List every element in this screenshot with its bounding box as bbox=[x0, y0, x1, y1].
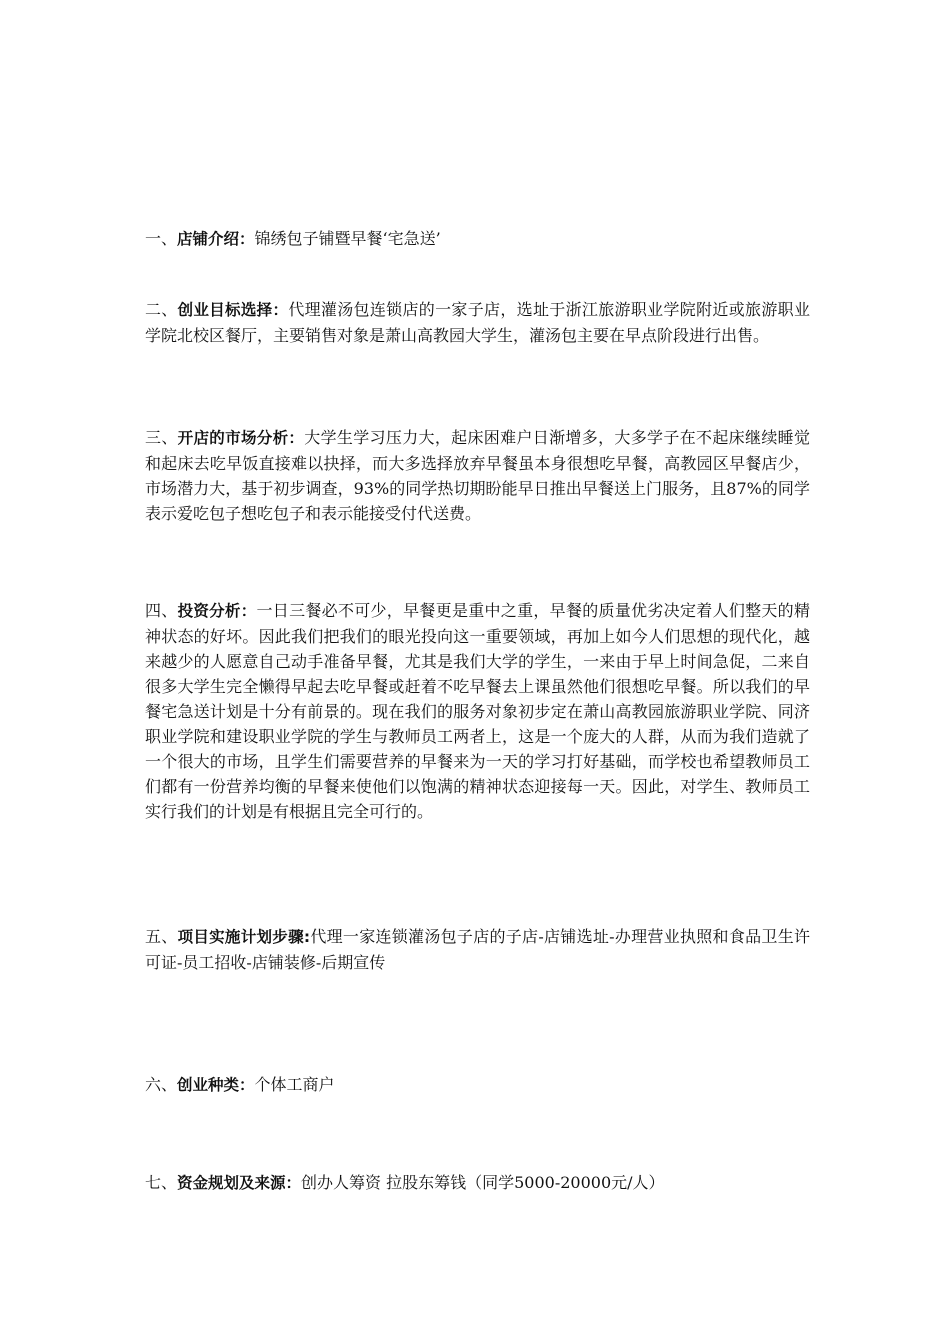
section-business-type bbox=[145, 1072, 810, 1098]
section-body: 大学生学习压力大，起床困难户日渐增多，大多学子在不起床继续睡觉和起床去吃早饭直接难以抉择，而大多选择放弃早餐虽本身很想吃早餐，高教园区早餐店少，市场潜力大，基于初步调查，93%的同学热切期盼能早日推出早餐送上门服务，且87%的同学表示爱吃包子想吃包子和表示能接受付代送费。 bbox=[145, 428, 810, 523]
section-body: 锦绣包子铺暨早餐‘宅急送’ bbox=[254, 229, 441, 248]
section-shop-intro bbox=[145, 226, 810, 252]
section-heading: 资金规划及来源： bbox=[177, 1174, 302, 1192]
section-body: 个体工商户 bbox=[254, 1075, 335, 1094]
section-number: 六、 bbox=[145, 1075, 178, 1094]
section-body: 创办人筹资 拉股东筹钱（同学5000-20000元/人） bbox=[301, 1173, 665, 1192]
section-business-goal bbox=[145, 297, 810, 348]
section-body: 代理一家连锁灌汤包子店的子店-店铺选址-办理营业执照和食品卫生许可证-员工招收-店铺装修-后期宣传 bbox=[145, 927, 810, 972]
section-heading: 创业种类： bbox=[177, 1076, 255, 1094]
section-heading: 项目实施计划步骤: bbox=[177, 928, 311, 946]
section-implementation-steps bbox=[145, 924, 810, 975]
section-number: 七、 bbox=[145, 1173, 178, 1192]
section-number: 二、 bbox=[145, 300, 178, 319]
section-body: 代理灌汤包连锁店的一家子店，选址于浙江旅游职业学院附近或旅游职业学院北校区餐厅，主要销售对象是萧山高教园大学生，灌汤包主要在早点阶段进行出售。 bbox=[145, 300, 810, 345]
section-number: 五、 bbox=[145, 927, 178, 946]
section-heading: 创业目标选择： bbox=[177, 301, 289, 319]
section-number: 三、 bbox=[145, 428, 178, 447]
section-investment-analysis bbox=[145, 598, 810, 824]
section-heading: 投资分析： bbox=[177, 602, 257, 620]
section-body: 一日三餐必不可少，早餐更是重中之重，早餐的质量优劣决定着人们整天的精神状态的好坏。因此我们把我们的眼光投向这一重要领域，再加上如今人们思想的现代化，越来越少的人愿意自己动手准备早餐，尤其是我们大学的学生，一来由于早上时间急促，二来自很多大学生完全懒得早起去吃早餐或赶着不吃早餐去上课虽然他们很想吃早餐。所以我们的早餐宅急送计划是十分有前景的。现在我们的服务对象初步定在萧山高教园旅游职业学院、同济职业学院和建设职业学院的学生与教师员工两者上，这是一个庞大的人群，从而为我们造就了一个很大的市场，且学生们需要营养的早餐来为一天的学习打好基础，而学校也希望教师员工们都有一份营养均衡的早餐来使他们以饱满的精神状态迎接每一天。因此，对学生、教师员工实行我们的计划是有根据且完全可行的。 bbox=[145, 601, 810, 821]
section-number: 一、 bbox=[145, 229, 178, 248]
section-funding-plan bbox=[145, 1170, 810, 1196]
section-market-analysis bbox=[145, 425, 810, 526]
section-heading: 开店的市场分析： bbox=[177, 429, 305, 447]
section-number: 四、 bbox=[145, 601, 178, 620]
section-heading: 店铺介绍： bbox=[177, 230, 255, 248]
